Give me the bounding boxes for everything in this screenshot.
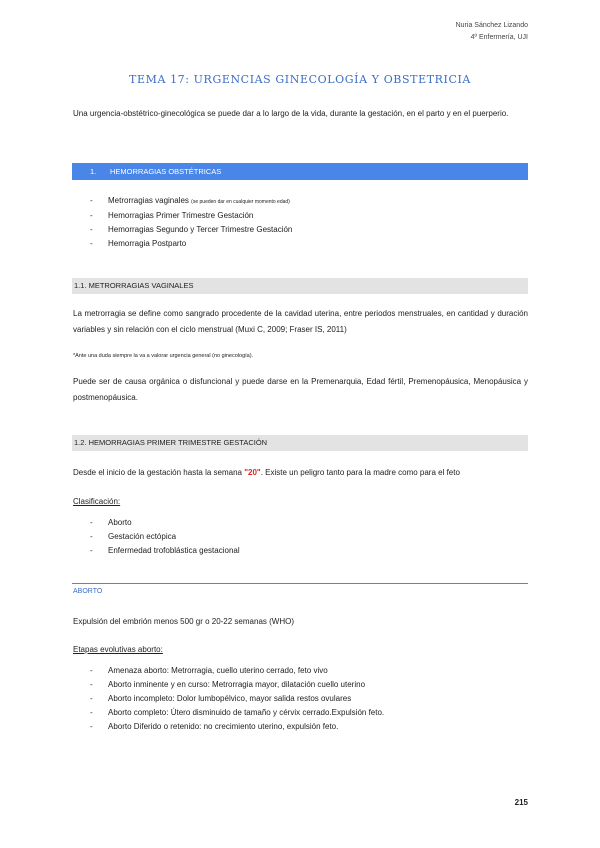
list-item: - Amenaza aborto: Metrorragia, cuello uterino cerrado, feto vivo [73,664,528,678]
list-item: - Aborto inminente y en curso: Metrorragia mayor, dilatación cuello uterino [73,678,528,692]
list-item: - Aborto Diferido o retenido: no crecimiento uterino, expulsión feto. [73,720,528,734]
clasificacion-list [73,516,528,558]
etapas-list-container [73,664,528,734]
header-course: 4º Enfermería, UJI [470,34,528,41]
intro-paragraph: Una urgencia-obstétrico-ginecológica se puede dar a lo largo de la vida, durante la gestación, en el parto y en el puerperio. [73,109,509,118]
list-item: - Aborto incompleto: Dolor lumbopélvico, mayor salida restos ovulares [73,692,528,706]
page-header [456,20,528,44]
list-item: - Aborto completo: Útero disminuido de tamaño y cérvix cerrado.Expulsión feto. [73,706,528,720]
section-1-title: HEMORRAGIAS OBSTÉTRICAS [110,167,222,176]
list-item: - Hemorragias Segundo y Tercer Trimestre Gestación [73,223,528,237]
list-item: - Enfermedad trofoblástica gestacional [73,544,528,558]
divider-line [72,583,528,584]
section-1-1-note: *Ante una duda siempre la va a valorar urgencia general (no ginecología). [73,353,254,359]
header-author: Nuria Sánchez Lizando [455,22,528,29]
list-item-note: (se pueden dar en cualquier momento edad) [191,199,290,205]
list-item: - Hemorragia Postparto [73,237,528,251]
section-1-1-paragraph-1: La metrorragia se define como sangrado procedente de la cavidad uterina, entre periodos menstruales, en cantidad y duración variables y sin relación con el ciclo menstrual (Muxi C, 2009; Fraser IS, 2011) [73,309,528,334]
list-item: - Aborto [73,516,528,530]
aborto-label: ABORTO [73,588,103,595]
etapas-list [73,664,528,734]
section-1-list [73,194,528,251]
aborto-definition: Expulsión del embrión menos 500 gr o 20-22 semanas (WHO) [73,617,294,626]
section-1-2-heading: 1.2. HEMORRAGIAS PRIMER TRIMESTRE GESTACIÓN [72,435,528,451]
section-1-list-container [73,194,528,251]
page-title: TEMA 17: URGENCIAS GINECOLOGÍA Y OBSTETRICIA [129,73,471,86]
list-item: - Gestación ectópica [73,530,528,544]
section-1-1-heading: 1.1. METRORRAGIAS VAGINALES [72,278,528,294]
section-1-number: 1. [90,167,97,176]
etapas-label: Etapas evolutivas aborto: [73,645,163,654]
clasificacion-label: Clasificación: [73,497,121,506]
clasificacion-list-container [73,516,528,558]
list-item: - Metrorragias vaginales (se pueden dar en cualquier momento edad) [73,194,528,209]
section-1-1-paragraph-2: Puede ser de causa orgánica o disfuncional y puede darse en la Premenarquia, Edad fértil, Premenopáusica, Menopáusica y postmenopáusica. [73,377,528,402]
section-1-2-sentence: Desde el inicio de la gestación hasta la semana "20". Existe un peligro tanto para la madre como para el feto [73,468,460,477]
highlight-week: "20" [244,468,261,477]
list-item: - Hemorragias Primer Trimestre Gestación [73,209,528,223]
section-1-heading [72,163,528,180]
page-number: 215 [514,798,528,807]
